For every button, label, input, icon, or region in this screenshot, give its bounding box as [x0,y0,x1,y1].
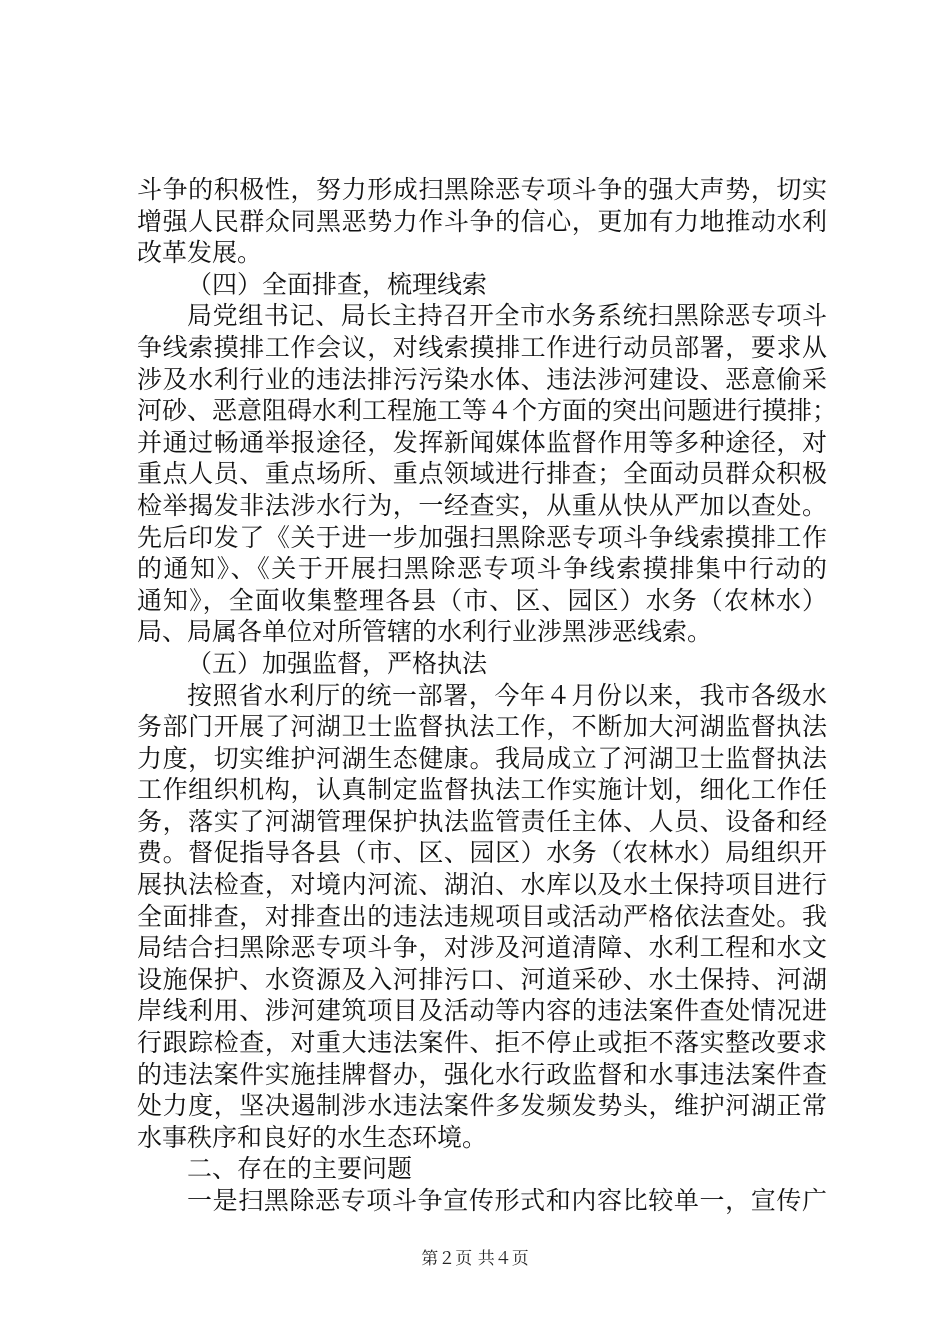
section-heading: （四）全面排查，梳理线索 [187,269,488,299]
text-line: 展执法检查，对境内河流、湖泊、水库以及水土保持项目进行 [137,870,827,900]
text-line: 涉及水利行业的违法排污污染水体、违法涉河建设、恶意偷采 [137,364,827,394]
text-line: 处力度，坚决遏制涉水违法案件多发频发势头，维护河湖正常 [137,1091,827,1121]
text-line: 按照省水利厅的统一部署，今年４月份以来，我市各级水 [187,680,827,710]
document-body [137,174,838,1217]
text-line: 河砂、恶意阻碍水利工程施工等４个方面的突出问题进行摸排； [137,396,838,426]
text-line: 工作组织机构，认真制定监督执法工作实施计划，细化工作任 [137,775,827,805]
text-line: 局党组书记、局长主持召开全市水务系统扫黑除恶专项斗 [187,301,827,331]
text-line: 的违法案件实施挂牌督办，强化水行政监督和水事违法案件查 [137,1059,827,1089]
text-line: 并通过畅通举报途径，发挥新闻媒体监督作用等多种途径，对 [137,427,827,457]
text-line: 先后印发了《关于进一步加强扫黑除恶专项斗争线索摸排工作 [137,522,827,552]
text-line: 局结合扫黑除恶专项斗争，对涉及河道清障、水利工程和水文 [137,933,827,963]
text-line: 务，落实了河湖管理保护执法监管责任主体、人员、设备和经 [137,806,827,836]
text-line: 力度，切实维护河湖生态健康。我局成立了河湖卫士监督执法 [137,743,827,773]
text-line: 一是扫黑除恶专项斗争宣传形式和内容比较单一，宣传广 [187,1186,827,1215]
text-line: 设施保护、水资源及入河排污口、河道采砂、水土保持、河湖 [137,964,827,994]
text-line: 全面排查，对排查出的违法违规项目或活动严格依法查处。我 [137,901,827,931]
text-line: 通知》，全面收集整理各县（市、区、园区）水务（农林水） [137,585,827,615]
text-line: 水事秩序和良好的水生态环境。 [137,1122,488,1152]
text-line: 行跟踪检查，对重大违法案件、拒不停止或拒不落实整改要求 [137,1028,827,1058]
text-line: 改革发展。 [137,238,263,268]
text-line: 斗争的积极性，努力形成扫黑除恶专项斗争的强大声势，切实 [137,175,827,204]
section-heading: （五）加强监督，严格执法 [187,648,488,678]
text-line: 检举揭发非法涉水行为，一经查实，从重从快从严加以查处。 [137,490,827,520]
text-line: 费。督促指导各县（市、区、园区）水务（农林水）局组织开 [137,838,827,868]
text-line: 争线索摸排工作会议，对线索摸排工作进行动员部署，要求从 [137,332,827,362]
text-line: 重点人员、重点场所、重点领域进行排查；全面动员群众积极 [137,459,827,489]
page-footer: 第２页 共４页 [421,1249,529,1269]
section-heading: 二、存在的主要问题 [187,1154,413,1184]
text-line: 岸线利用、涉河建筑项目及活动等内容的违法案件查处情况进 [137,996,827,1026]
text-line: 局、局属各单位对所管辖的水利行业涉黑涉恶线索。 [137,617,713,647]
text-line: 务部门开展了河湖卫士监督执法工作，不断加大河湖监督执法 [137,712,827,742]
text-line: 增强人民群众同黑恶势力作斗争的信心，更加有力地推动水利 [137,206,827,236]
text-line: 的通知》、《关于开展扫黑除恶专项斗争线索摸排集中行动的 [137,554,827,584]
